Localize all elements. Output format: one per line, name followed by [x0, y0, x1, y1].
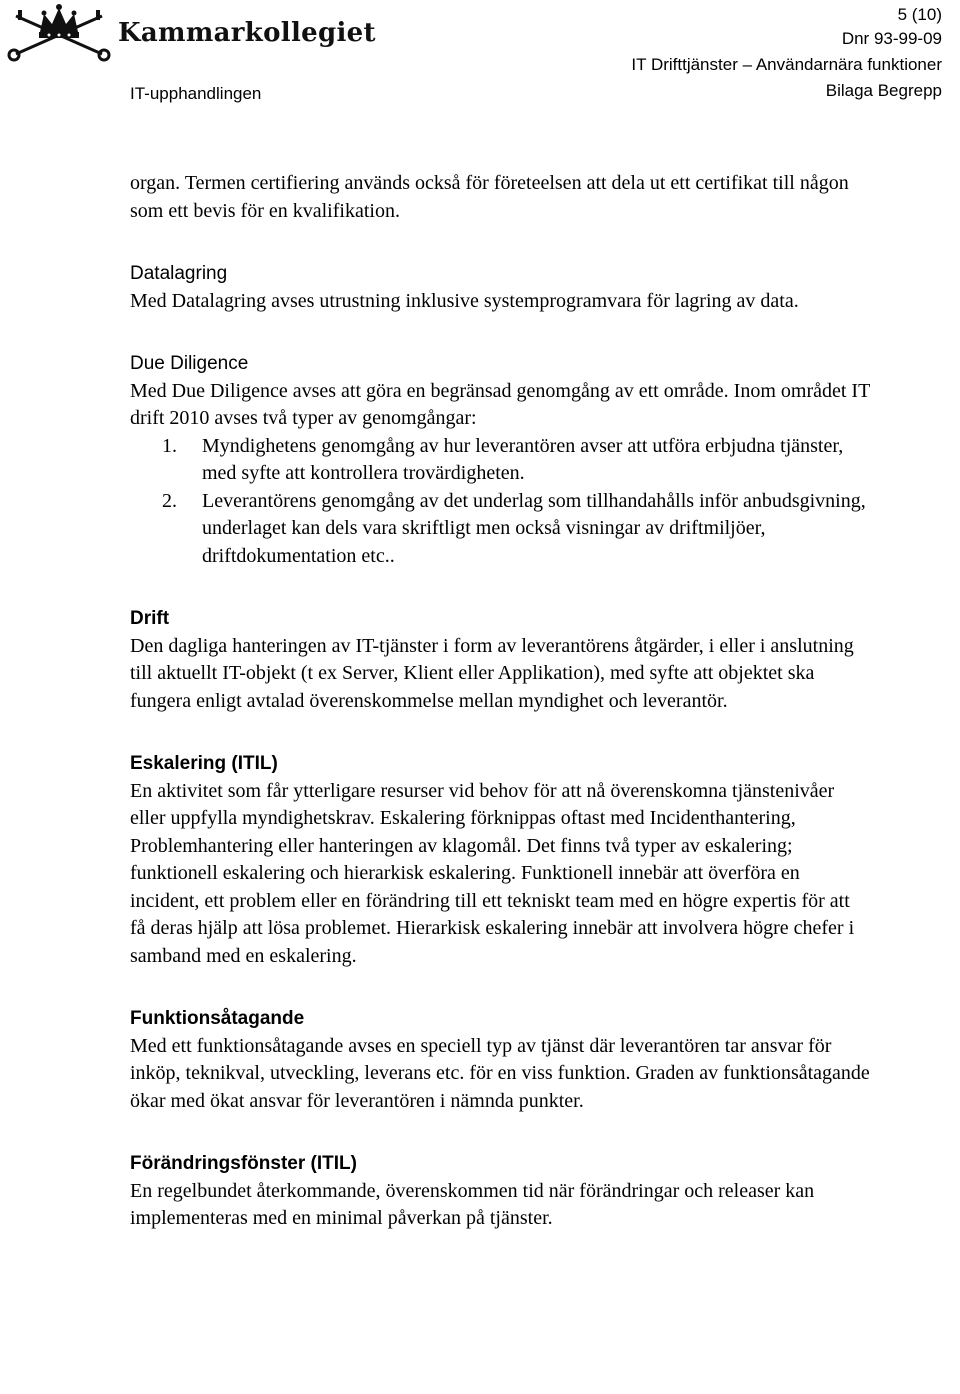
term-definition-datalagring: Med Datalagring avses utrustning inklusive systemprogramvara för lagring av data.: [130, 289, 799, 312]
document-title: IT Drifttjänster – Användarnära funktioner: [631, 55, 942, 74]
document-body: [130, 170, 870, 1233]
term-heading-funktionsatagande: Funktionsåtagande: [130, 1008, 305, 1029]
list-item: [130, 433, 870, 488]
term-heading-due-diligence: Due Diligence: [130, 353, 249, 374]
logo-text: Kammarkollegiet: [118, 18, 376, 48]
page-number: 5 (10): [897, 5, 942, 24]
logo: [4, 2, 376, 62]
term-definition-drift: Den dagliga hanteringen av IT-tjänster i form av leverantörens åtgärder, i eller i anslutning till aktuellt IT-objekt (t ex Server, Klient eller Applikation), med syfte att objektet ska fungera enligt avtalad överenskommelse mellan myndighet och leverantör.: [130, 634, 854, 712]
list-item-number: 2.: [162, 489, 177, 512]
term-definition-eskalering: En aktivitet som får ytterligare resurser vid behov för att nå överenskomna tjänstenivåer eller uppfylla myndighetskrav. Eskalering förknippas oftast med Incidenthantering, Problemhantering eller hanteringen av klagomål. Det finns två typer av eskalering; funktionell eskalering och hierarkisk eskalering. Funktionell innebär att överföra en incident, ett problem eller en förändring till ett tekniskt team med en högre expertis för att få deras hjälp att lösa problemet. Hierarkisk eskalering innebär att involvera högre chefer i samband med en eskalering.: [130, 779, 855, 967]
list-item: [130, 488, 870, 571]
list-item-text: Leverantörens genomgång av det underlag som tillhandahålls inför anbudsgivning, underlaget kan dels vara skriftligt men också visningar av driftmiljöer, driftdokumentation etc..: [202, 489, 866, 567]
term-definition-funktionsatagande: Med ett funktionsåtagande avses en speciell typ av tjänst där leverantören tar ansvar för inköp, teknikval, utveckling, leverans etc. för en viss funktion. Graden av funktionsåtagande ökar med ökat ansvar för leverantören i nämnda punkter.: [130, 1034, 870, 1112]
list-item-number: 1.: [162, 434, 177, 457]
term-heading-forandringsfonster: Förändringsfönster (ITIL): [130, 1153, 357, 1174]
appendix-label: Bilaga Begrepp: [825, 81, 942, 100]
list-item-text: Myndighetens genomgång av hur leverantören avser att utföra erbjudna tjänster, med syfte att kontrollera trovärdigheten.: [202, 434, 844, 484]
intro-continuation: organ. Termen certifiering används också för företeelsen att dela ut ett certifikat till någon som ett bevis för en kvalifikation.: [130, 172, 849, 222]
term-definition-due-diligence: Med Due Diligence avses att göra en begränsad genomgång av ett område. Inom området IT drift 2010 avses två typer av genomgångar:: [130, 379, 870, 429]
term-heading-datalagring: Datalagring: [130, 263, 228, 284]
due-diligence-list: [130, 433, 870, 571]
term-definition-forandringsfonster: En regelbundet återkommande, överenskommen tid när förändringar och releaser kan implementeras med en minimal påverkan på tjänster.: [130, 1179, 815, 1229]
crown-keys-icon: [4, 2, 114, 62]
document-number: Dnr 93-99-09: [841, 29, 942, 48]
header-meta: [631, 4, 942, 104]
term-heading-drift: Drift: [130, 608, 170, 629]
term-heading-eskalering: Eskalering (ITIL): [130, 753, 278, 774]
department-label: IT-upphandlingen: [130, 84, 262, 103]
